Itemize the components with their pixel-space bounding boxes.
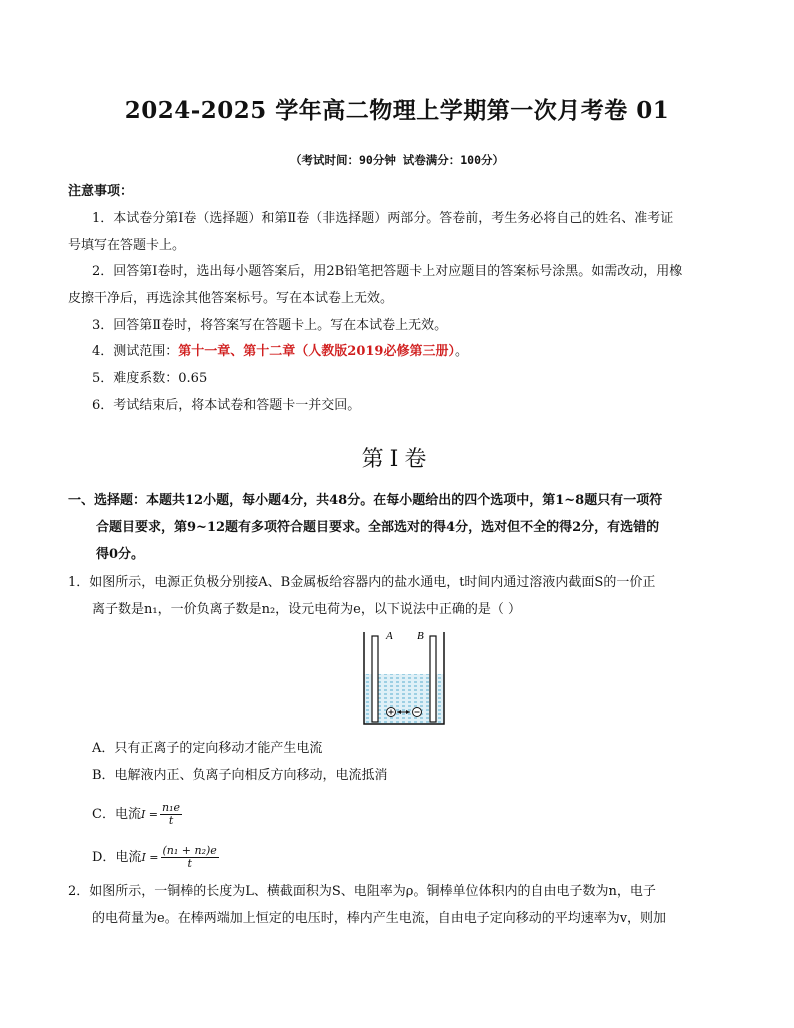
question-2-line-1: 2．如图所示，一铜棒的长度为L、横截面积为S、电阻率为ρ。铜棒单位体积内的自由电子数为n，电子: [68, 884, 656, 899]
option-c-prefix: C．电流: [92, 807, 141, 822]
question-1-option-a: A．只有正离子的定向移动才能产生电流: [92, 741, 323, 756]
question-2-line-2: 的电荷量为e。在棒两端加上恒定的电压时，棒内产生电流，自由电子定向移动的平均速率为v，则加: [92, 911, 667, 926]
option-c-denominator: t: [168, 814, 174, 827]
notice-item-1-line-2: 号填写在答题卡上。: [68, 238, 186, 253]
question-1-option-d: [92, 845, 219, 870]
part1-instructions-line-2: 合题目要求，第9~12题有多项符合题目要求。全部选对的得4分，选对但不全的得2分，有选错的: [96, 520, 660, 535]
plate-b: [430, 636, 436, 722]
option-c-numerator: n₁e: [162, 801, 181, 814]
notice-item-4-scope: 第十一章、第十二章（人教版2019必修第三册）: [178, 344, 455, 359]
exam-title: 2024-2025 学年高二物理上学期第一次月考卷 01: [124, 97, 670, 124]
question-1-line-2: 离子数是n₁，一价负离子数是n₂，设元电荷为e，以下说法中正确的是（ ）: [92, 602, 521, 617]
section-title: 第Ⅰ卷: [361, 447, 433, 472]
notice-item-4: [92, 343, 468, 361]
notice-item-1-line-1: 1．本试卷分第Ⅰ卷（选择题）和第Ⅱ卷（非选择题）两部分。答卷前，考生务必将自己的姓名、准考证: [92, 211, 674, 226]
option-d-variable: I =: [141, 851, 159, 864]
option-d-numerator: (n₁ + n₂)e: [162, 844, 217, 857]
notice-item-2-line-1: 2．回答第Ⅰ卷时，选出每小题答案后，用2B铅笔把答题卡上对应题目的答案标号涂黑。如需改动，用橡: [92, 264, 683, 279]
figure-label-b: B: [417, 630, 424, 642]
question-1-line-1: 1．如图所示，电源正负极分别接A、B金属板给容器内的盐水通电，t时间内通过溶液内截面S的一价正: [68, 575, 656, 590]
electrolysis-figure: [360, 628, 448, 734]
figure-label-a: A: [386, 630, 393, 642]
notice-item-6: 6．考试结束后，将本试卷和答题卡一并交回。: [92, 398, 361, 413]
part1-instructions-line-3: 得0分。: [96, 547, 145, 562]
notice-heading: 注意事项：: [68, 184, 134, 199]
option-d-fraction: [161, 845, 219, 870]
notice-item-4-suffix: 。: [454, 344, 468, 359]
exam-subtitle: （考试时间：90分钟 试卷满分：100分）: [289, 153, 505, 167]
question-1-option-b: B．电解液内正、负离子向相反方向移动，电流抵消: [92, 768, 388, 783]
plate-a: [372, 636, 378, 722]
part1-instructions-line-1: 一、选择题：本题共12小题，每小题4分，共48分。在每小题给出的四个选项中，第1~8题只有一项符: [68, 493, 663, 508]
option-c-variable: I =: [140, 808, 159, 821]
notice-item-5: 5．难度系数：0.65: [92, 371, 208, 386]
notice-item-4-prefix: 4．测试范围：: [92, 344, 179, 359]
option-d-prefix: D．电流: [92, 850, 142, 865]
option-d-denominator: t: [187, 857, 192, 870]
notice-item-2-line-2: 皮擦干净后，再选涂其他答案标号。写在本试卷上无效。: [68, 291, 394, 306]
option-c-fraction: [160, 802, 182, 827]
question-1-option-c: [92, 802, 182, 827]
electrolysis-diagram: [360, 628, 448, 730]
notice-item-3: 3．回答第Ⅱ卷时，将答案写在答题卡上。写在本试卷上无效。: [92, 318, 448, 333]
